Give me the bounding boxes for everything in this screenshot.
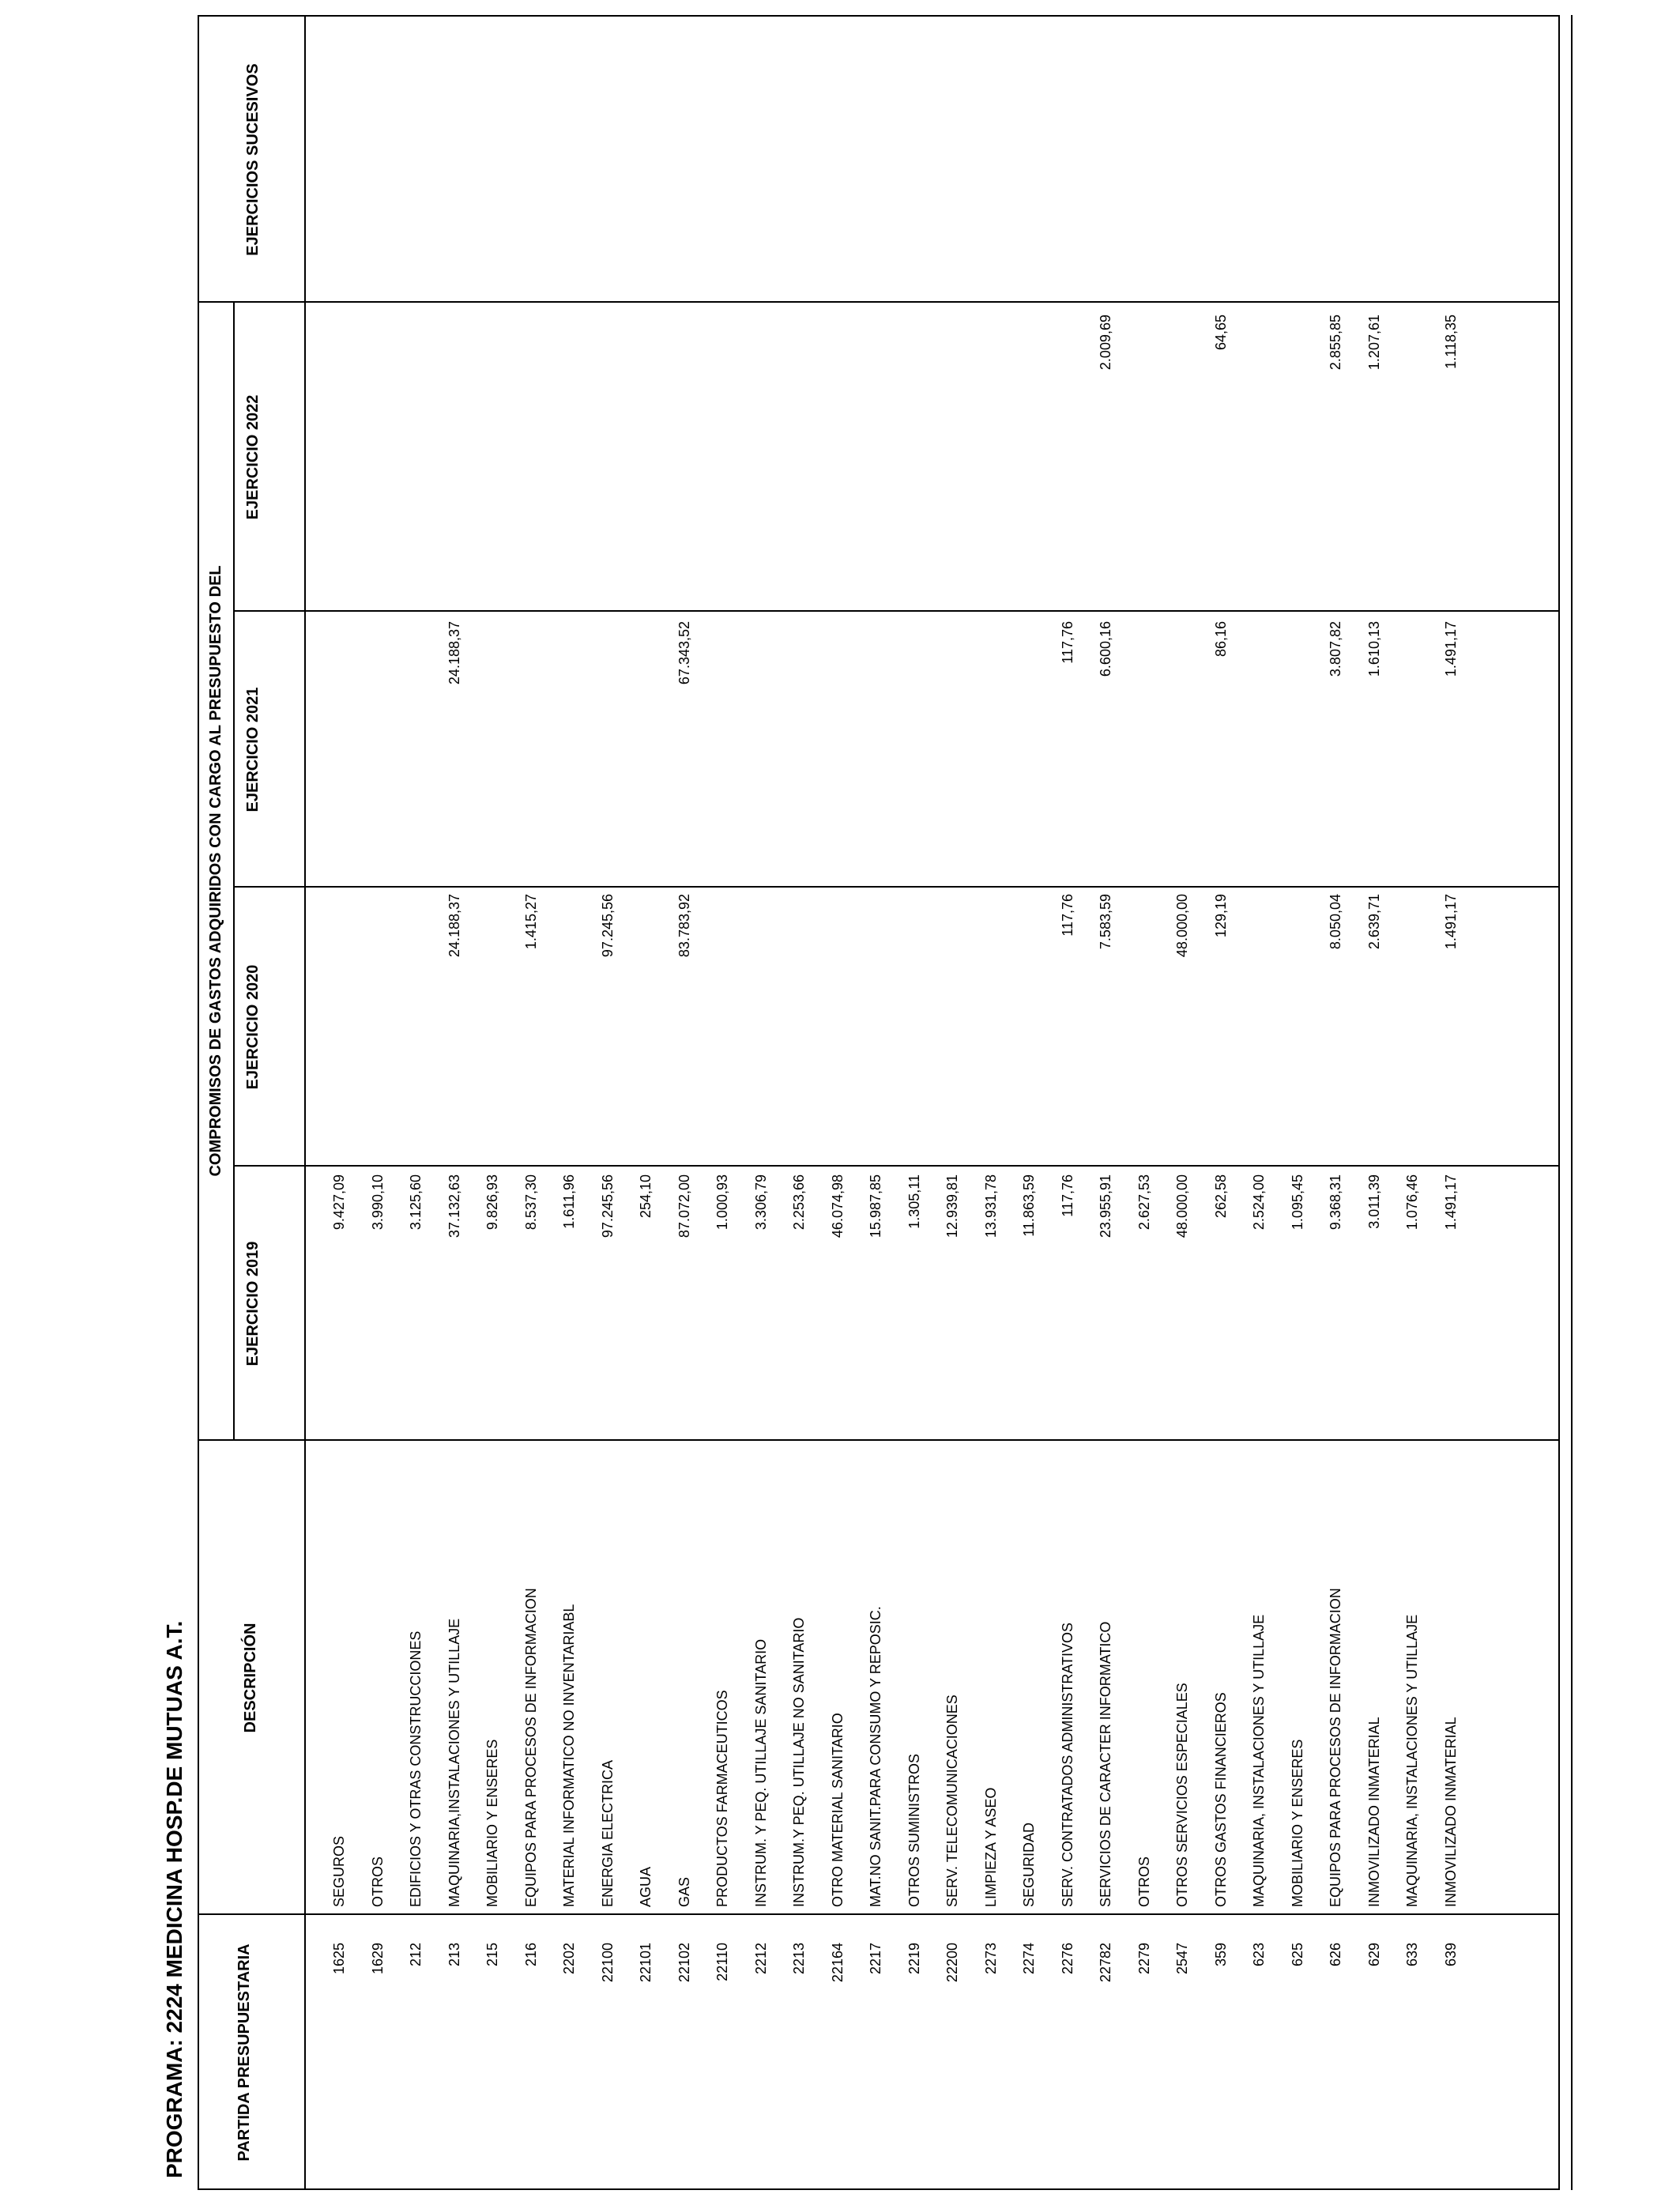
cell-partida: 2274 [1021, 1943, 1037, 1975]
cell-descripcion: SERV. TELECOMUNICACIONES [944, 1695, 960, 1907]
cell-ejercicio-2021: 117,76 [1059, 621, 1075, 664]
cell-ejercicio-2022: 1.118,35 [1442, 315, 1459, 369]
cell-partida: 2202 [561, 1943, 577, 1975]
cell-descripcion: PRODUCTOS FARMACEUTICOS [714, 1690, 730, 1907]
cell-ejercicio-2019: 3.306,79 [752, 1174, 769, 1231]
cell-descripcion: LIMPIEZA Y ASEO [982, 1787, 999, 1907]
cell-partida: 22110 [714, 1943, 730, 1981]
header-ejercicio-2020: EJERCICIO 2020 [244, 964, 262, 1090]
cell-ejercicio-2020: 1.491,17 [1442, 894, 1459, 950]
cell-descripcion: OTROS GASTOS FINANCIEROS [1212, 1692, 1229, 1907]
cell-ejercicio-2019: 87.072,00 [676, 1174, 692, 1238]
cell-ejercicio-2020: 97.245,56 [599, 894, 616, 958]
cell-ejercicio-2019: 3.125,60 [408, 1174, 424, 1231]
cell-ejercicio-2022: 64,65 [1212, 315, 1229, 351]
cell-ejercicio-2019: 9.826,93 [484, 1174, 500, 1231]
cell-partida: 1625 [331, 1943, 347, 1975]
cell-ejercicio-2020: 8.050,04 [1328, 894, 1343, 950]
cell-descripcion: OTROS [1136, 1856, 1152, 1907]
cell-ejercicio-2019: 11.863,59 [1021, 1174, 1037, 1237]
header-ejercicio-2021: EJERCICIO 2021 [244, 687, 262, 812]
cell-partida: 22102 [676, 1943, 692, 1983]
cell-ejercicio-2019: 97.245,56 [599, 1174, 616, 1238]
cell-descripcion: AGUA [638, 1866, 654, 1907]
cell-partida: 2276 [1059, 1943, 1075, 1975]
cell-partida: 213 [446, 1943, 462, 1967]
cell-ejercicio-2019: 46.074,98 [829, 1174, 846, 1238]
cell-partida: 22200 [944, 1943, 960, 1983]
cell-ejercicio-2019: 9.427,09 [331, 1174, 347, 1231]
cell-partida: 2273 [982, 1943, 999, 1975]
page-title: PROGRAMA: 2224 MEDICINA HOSP.DE MUTUAS A.T. [162, 1620, 186, 2178]
cell-ejercicio-2021: 86,16 [1212, 621, 1229, 658]
cell-descripcion: INSTRUM. Y PEQ. UTILLAJE SANITARIO [752, 1638, 769, 1907]
header-partida: PARTIDA PRESUPUESTARIA [235, 1943, 253, 2162]
cell-partida: 2279 [1136, 1943, 1152, 1975]
header-descripcion: DESCRIPCIÓN [242, 1623, 259, 1733]
cell-ejercicio-2019: 48.000,00 [1174, 1174, 1190, 1238]
cell-ejercicio-2019: 9.368,31 [1328, 1174, 1343, 1231]
cell-ejercicio-2020: 1.415,27 [522, 894, 539, 950]
cell-ejercicio-2019: 8.537,30 [522, 1174, 539, 1231]
cell-partida: 625 [1289, 1943, 1305, 1967]
cell-ejercicio-2019: 262,58 [1212, 1174, 1229, 1219]
cell-partida: 2212 [752, 1943, 769, 1975]
cell-ejercicio-2022: 2.009,69 [1098, 315, 1113, 371]
cell-descripcion: OTROS SUMINISTROS [906, 1753, 922, 1907]
cell-partida: 22100 [599, 1943, 616, 1983]
cell-ejercicio-2019: 1.611,96 [561, 1174, 577, 1229]
cell-ejercicio-2021: 1.491,17 [1442, 621, 1459, 677]
cell-ejercicio-2019: 1.095,45 [1289, 1174, 1305, 1231]
header-ejercicios-sucesivos: EJERCICIOS SUCESIVOS [244, 63, 262, 256]
cell-ejercicio-2019: 254,10 [638, 1174, 654, 1219]
cell-ejercicio-2019: 3.011,39 [1365, 1174, 1382, 1229]
cell-partida: 2219 [906, 1943, 922, 1975]
cell-descripcion: EQUIPOS PARA PROCESOS DE INFORMACION [1328, 1588, 1343, 1907]
cell-partida: 22164 [829, 1943, 846, 1983]
cell-ejercicio-2020: 7.583,59 [1098, 894, 1113, 950]
cell-descripcion: MOBILIARIO Y ENSERES [1289, 1739, 1305, 1907]
cell-ejercicio-2019: 117,76 [1059, 1174, 1075, 1217]
cell-ejercicio-2020: 129,19 [1212, 894, 1229, 938]
cell-ejercicio-2019: 2.627,53 [1136, 1174, 1152, 1231]
cell-descripcion: OTRO MATERIAL SANITARIO [829, 1713, 846, 1907]
header-ejercicio-2022: EJERCICIO 2022 [244, 394, 262, 520]
header-compromisos: COMPROMISOS DE GASTOS ADQUIRIDOS CON CARGO AL PRESUPUESTO DEL [207, 565, 224, 1177]
cell-partida: 626 [1328, 1943, 1343, 1967]
cell-descripcion: MAQUINARIA, INSTALACIONES Y UTILLAJE [1404, 1614, 1420, 1907]
cell-ejercicio-2019: 2.524,00 [1251, 1174, 1267, 1231]
cell-ejercicio-2021: 6.600,16 [1098, 621, 1113, 677]
cell-ejercicio-2021: 67.343,52 [676, 621, 692, 685]
cell-descripcion: SEGUROS [331, 1835, 347, 1907]
cell-partida: 2547 [1174, 1943, 1190, 1975]
cell-ejercicio-2020: 48.000,00 [1174, 894, 1190, 958]
cell-ejercicio-2021: 24.188,37 [446, 621, 462, 685]
cell-descripcion: SERV. CONTRATADOS ADMINISTRATIVOS [1059, 1622, 1075, 1907]
cell-partida: 639 [1442, 1943, 1459, 1967]
cell-partida: 212 [408, 1943, 424, 1967]
cell-descripcion: MAQUINARIA,INSTALACIONES Y UTILLAJE [446, 1618, 462, 1907]
cell-partida: 633 [1404, 1943, 1420, 1967]
cell-partida: 1629 [369, 1943, 386, 1975]
cell-descripcion: ENERGIA ELECTRICA [599, 1759, 616, 1907]
cell-descripcion: MOBILIARIO Y ENSERES [484, 1739, 500, 1907]
cell-partida: 22782 [1098, 1943, 1113, 1983]
cell-partida: 359 [1212, 1943, 1229, 1967]
cell-ejercicio-2019: 1.000,93 [714, 1174, 730, 1231]
cell-ejercicio-2019: 12.939,81 [944, 1174, 960, 1238]
cell-descripcion: MAQUINARIA, INSTALACIONES Y UTILLAJE [1251, 1614, 1267, 1907]
cell-ejercicio-2021: 3.807,82 [1328, 621, 1343, 677]
cell-ejercicio-2020: 117,76 [1059, 894, 1075, 937]
cell-partida: 215 [484, 1943, 500, 1967]
header-ejercicio-2019: EJERCICIO 2019 [244, 1241, 262, 1367]
cell-descripcion: MATERIAL INFORMATICO NO INVENTARIABL [561, 1604, 577, 1907]
cell-ejercicio-2020: 24.188,37 [446, 894, 462, 958]
cell-descripcion: INSTRUM.Y PEQ. UTILLAJE NO SANITARIO [791, 1617, 807, 1907]
cell-descripcion: INMOVILIZADO INMATERIAL [1365, 1717, 1382, 1907]
cell-ejercicio-2019: 1.491,17 [1442, 1174, 1459, 1231]
cell-ejercicio-2022: 2.855,85 [1328, 315, 1343, 371]
cell-ejercicio-2019: 3.990,10 [369, 1174, 386, 1231]
cell-ejercicio-2021: 1.610,13 [1365, 621, 1382, 677]
cell-ejercicio-2020: 83.783,92 [676, 894, 692, 958]
cell-ejercicio-2019: 1.305,11 [906, 1174, 922, 1229]
cell-descripcion: SERVICIOS DE CARACTER INFORMATICO [1098, 1621, 1113, 1907]
cell-descripcion: EQUIPOS PARA PROCESOS DE INFORMACION [522, 1588, 539, 1907]
cell-ejercicio-2022: 1.207,61 [1365, 315, 1382, 371]
cell-partida: 2213 [791, 1943, 807, 1975]
cell-partida: 22101 [638, 1943, 654, 1983]
cell-partida: 629 [1365, 1943, 1382, 1967]
cell-ejercicio-2019: 23.955,91 [1098, 1174, 1113, 1238]
cell-ejercicio-2019: 37.132,63 [446, 1174, 462, 1238]
cell-ejercicio-2020: 2.639,71 [1365, 894, 1382, 950]
cell-partida: 2217 [868, 1943, 883, 1975]
cell-descripcion: GAS [676, 1876, 692, 1907]
cell-descripcion: OTROS [369, 1856, 386, 1907]
cell-ejercicio-2019: 15.987,85 [868, 1174, 883, 1238]
cell-descripcion: EDIFICIOS Y OTRAS CONSTRUCCIONES [408, 1630, 424, 1907]
cell-ejercicio-2019: 2.253,66 [791, 1174, 807, 1231]
cell-descripcion: MAT.NO SANIT.PARA CONSUMO Y REPOSIC. [868, 1606, 883, 1907]
cell-descripcion: SEGURIDAD [1021, 1822, 1037, 1907]
cell-descripcion: OTROS SERVICIOS ESPECIALES [1174, 1683, 1190, 1907]
cell-ejercicio-2019: 13.931,78 [982, 1174, 999, 1238]
cell-partida: 623 [1251, 1943, 1267, 1967]
cell-descripcion: INMOVILIZADO INMATERIAL [1442, 1717, 1459, 1907]
cell-ejercicio-2019: 1.076,46 [1404, 1174, 1420, 1231]
cell-partida: 216 [522, 1943, 539, 1967]
